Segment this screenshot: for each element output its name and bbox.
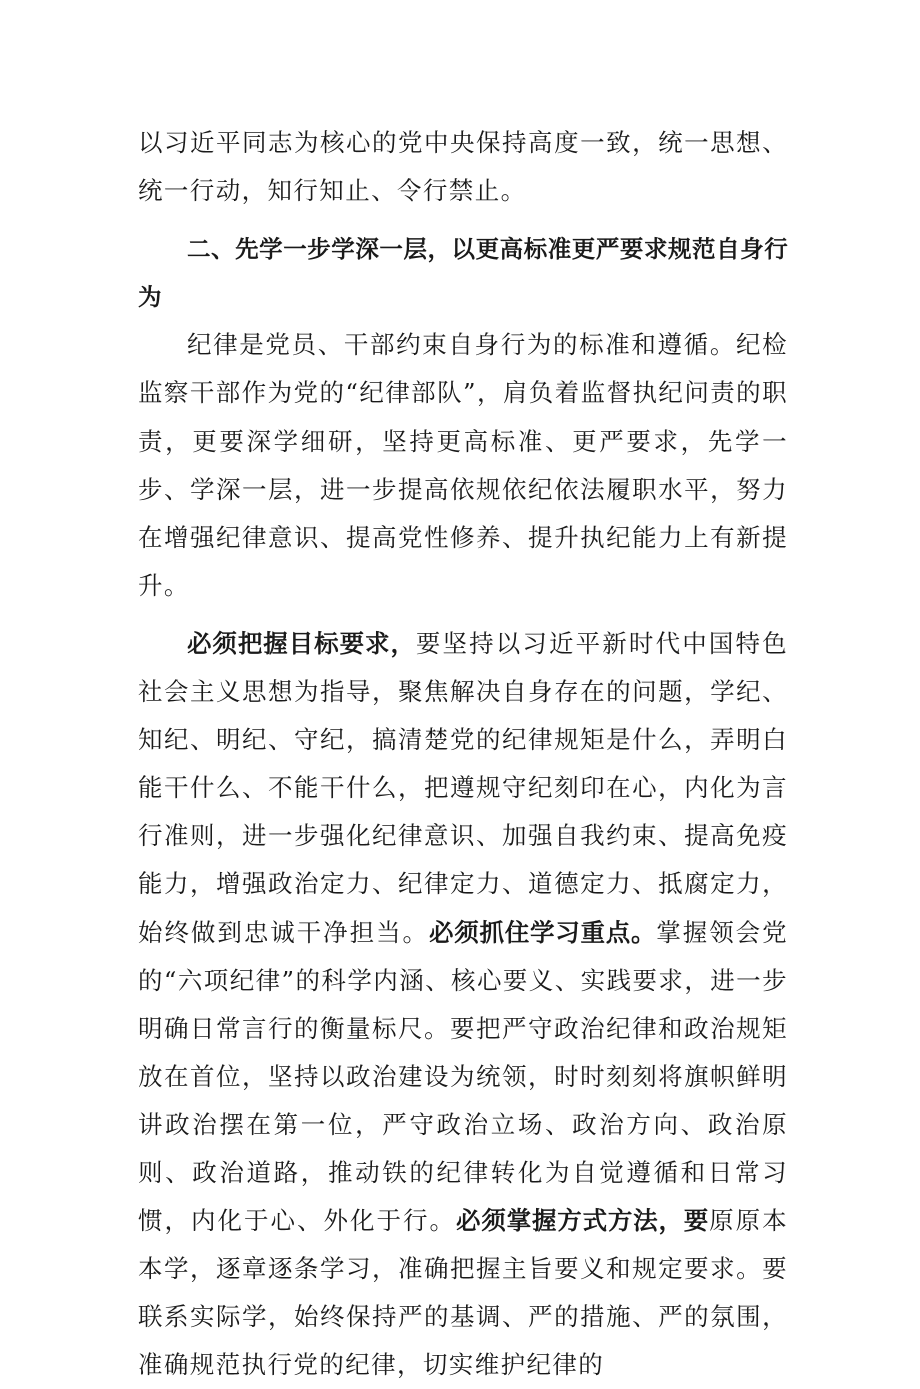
paragraph-discipline: 纪律是党员、干部约束自身行为的标准和遵循。纪检监察干部作为党的“纪律部队”，肩负着监督执纪问责的职责，更要深学细研，坚持更高标准、更严要求，先学一步、学深一层，进一步提高依规依纪依法履职水平，努力在增强纪律意识、提高党性修养、提升执纪能力上有新提升。 <box>138 330 788 600</box>
paragraph-text-focus: 掌握领会党的“六项纪律”的科学内涵、核心要义、实践要求，进一步明确日常言行的衡量标尺。要把严守政治纪律和政治规矩放在首位，坚持以政治建设为统领，时时刻刻将旗帜鲜明讲政治摆在第一位，严守政治立场、政治方向、政治原则、政治道路，推动铁的纪律转化为自觉遵循和日常习惯，内化于心、外化于行。 <box>138 917 788 1236</box>
bold-lead-focus: 必须抓住学习重点。 <box>429 917 657 947</box>
section-heading: 二、先学一步学深一层，以更高标准更严要求规范自身行为 <box>138 235 788 312</box>
bold-lead-goals: 必须把握目标要求， <box>187 628 416 658</box>
paragraph-text-goals: 要坚持以习近平新时代中国特色社会主义思想为指导，聚焦解决自身存在的问题，学纪、知纪、明纪、守纪，搞清楚党的纪律规矩是什么，弄明白能干什么、不能干什么，把遵规守纪刻印在心，内化为言行准则，进一步强化纪律意识、加强自我约束、提高免疫能力，增强政治定力、纪律定力、道德定力、抵腐定力，始终做到忠诚干净担当。 <box>138 628 788 947</box>
document-body <box>138 119 788 1389</box>
paragraph-text-methods: 原原本本学，逐章逐条学习，准确把握主旨要义和规定要求。要联系实际学，始终保持严的基调、严的措施、严的氛围，准确规范执行党的纪律，切实维护纪律的 <box>138 1206 789 1380</box>
bold-lead-methods: 必须掌握方式方法，要 <box>456 1206 710 1236</box>
paragraph-continued: 以习近平同志为核心的党中央保持高度一致，统一思想、统一行动，知行知止、令行禁止。 <box>138 128 788 206</box>
paragraph-requirements <box>138 620 788 1389</box>
